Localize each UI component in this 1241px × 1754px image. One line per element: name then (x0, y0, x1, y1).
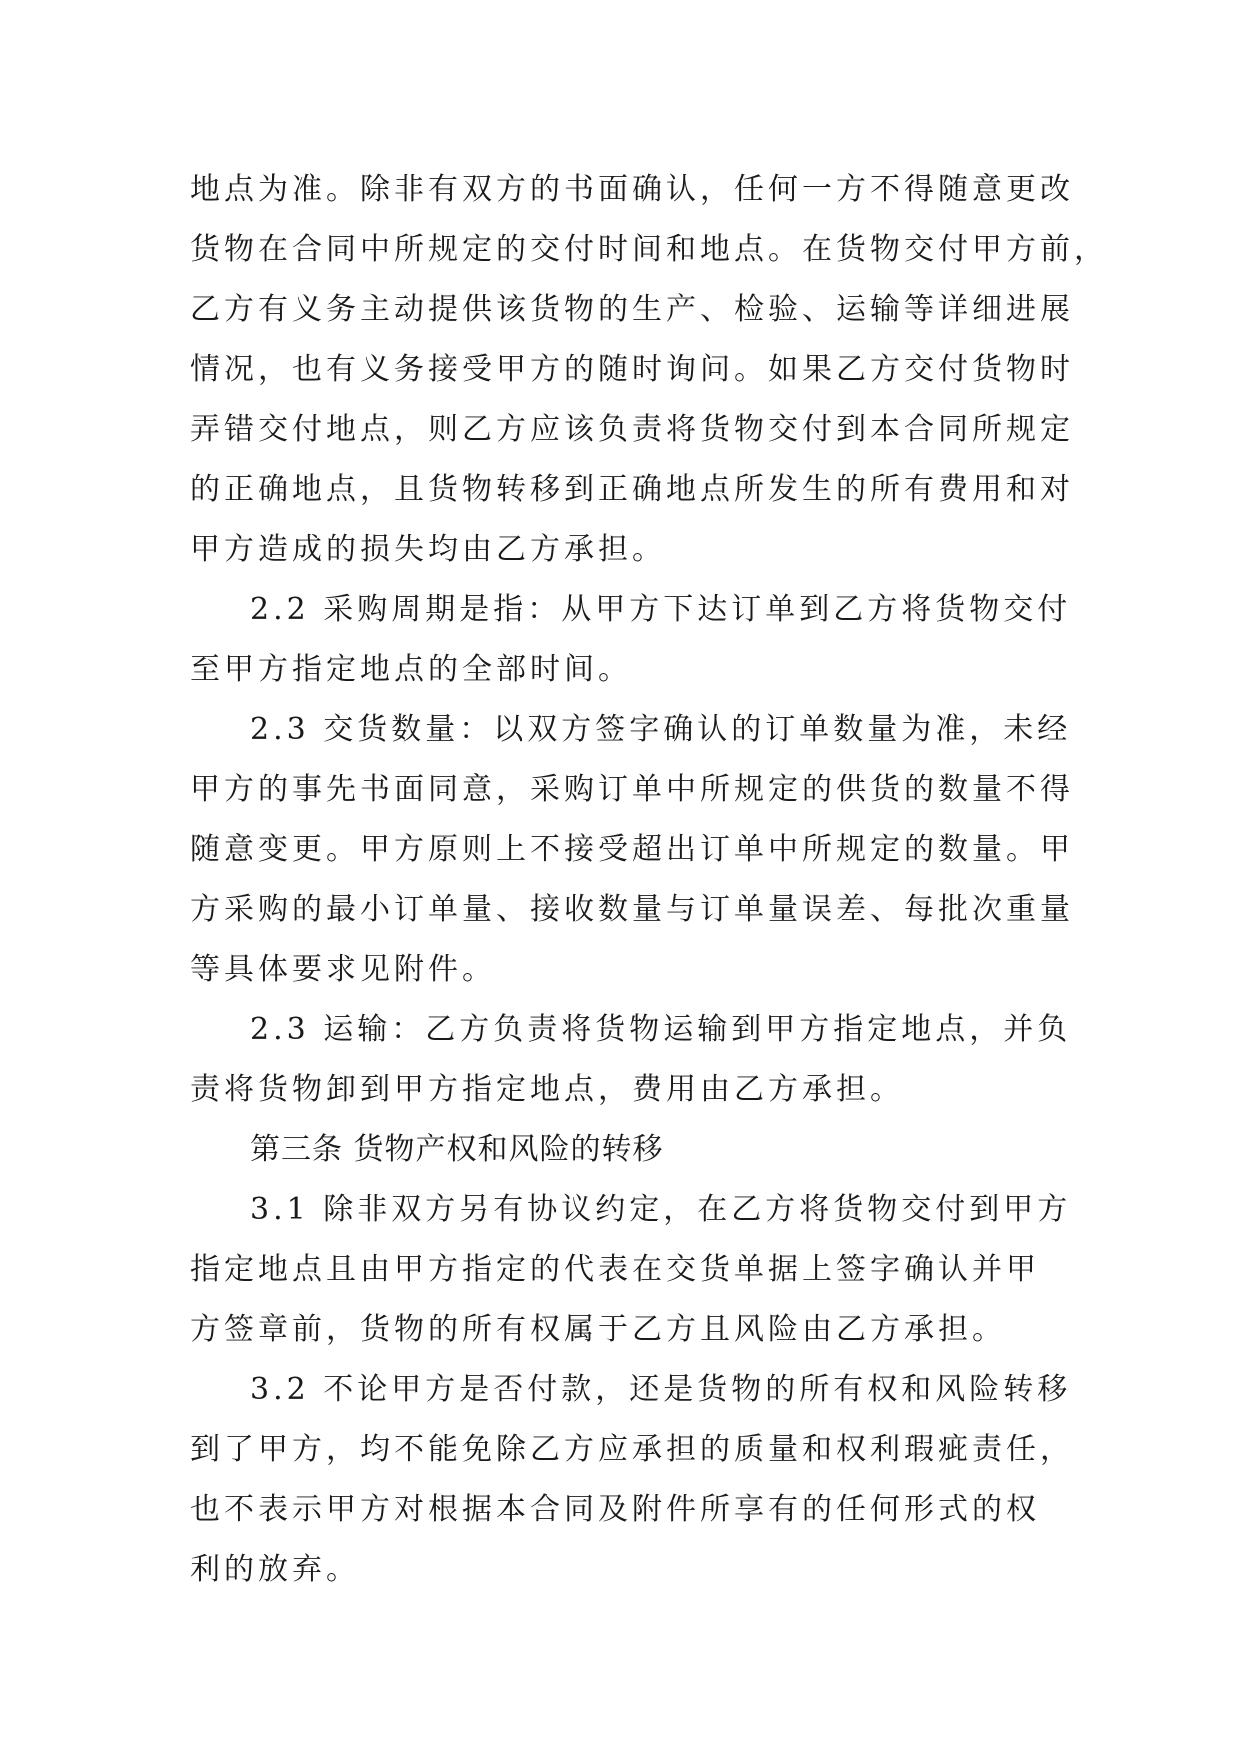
text-line: 方签章前，货物的所有权属于乙方且风险由乙方承担。 (190, 1312, 1006, 1347)
text-line: 等具体要求见附件。 (190, 952, 496, 987)
text-line: 到了甲方，均不能免除乙方应承担的质量和权利瑕疵责任， (190, 1432, 1074, 1467)
text-line: 2.3 运输：乙方负责将货物运输到甲方指定地点，并负 (250, 1012, 1072, 1047)
document-body (190, 160, 1108, 1600)
section-heading: 第三条 货物产权和风险的转移 (250, 1132, 664, 1167)
text-line: 弄错交付地点，则乙方应该负责将货物交付到本合同所规定 (190, 412, 1074, 447)
text-line: 也不表示甲方对根据本合同及附件所享有的任何形式的权 (190, 1492, 1040, 1527)
text-line: 指定地点且由甲方指定的代表在交货单据上签字确认并甲 (190, 1252, 1040, 1287)
text-line: 3.1 除非双方另有协议约定，在乙方将货物交付到甲方 (250, 1192, 1072, 1227)
text-line: 的正确地点，且货物转移到正确地点所发生的所有费用和对 (190, 472, 1074, 507)
text-line: 乙方有义务主动提供该货物的生产、检验、运输等详细进展 (190, 292, 1074, 327)
text-line: 2.2 采购周期是指：从甲方下达订单到乙方将货物交付 (250, 592, 1072, 627)
text-line: 利的放弃。 (190, 1552, 360, 1587)
text-line: 至甲方指定地点的全部时间。 (190, 652, 632, 687)
text-line: 3.2 不论甲方是否付款，还是货物的所有权和风险转移 (250, 1372, 1072, 1407)
text-line: 随意变更。甲方原则上不接受超出订单中所规定的数量。甲 (190, 832, 1074, 867)
text-line: 责将货物卸到甲方指定地点，费用由乙方承担。 (190, 1072, 904, 1107)
text-line: 情况，也有义务接受甲方的随时询问。如果乙方交付货物时 (190, 352, 1074, 387)
text-line: 甲方的事先书面同意，采购订单中所规定的供货的数量不得 (190, 772, 1074, 807)
text-line: 地点为准。除非有双方的书面确认，任何一方不得随意更改 (190, 172, 1074, 207)
text-line: 甲方造成的损失均由乙方承担。 (190, 532, 666, 567)
text-line: 方采购的最小订单量、接收数量与订单量误差、每批次重量 (190, 892, 1074, 927)
text-line: 2.3 交货数量：以双方签字确认的订单数量为准，未经 (250, 712, 1072, 747)
text-line: 货物在合同中所规定的交付时间和地点。在货物交付甲方前， (190, 232, 1108, 267)
